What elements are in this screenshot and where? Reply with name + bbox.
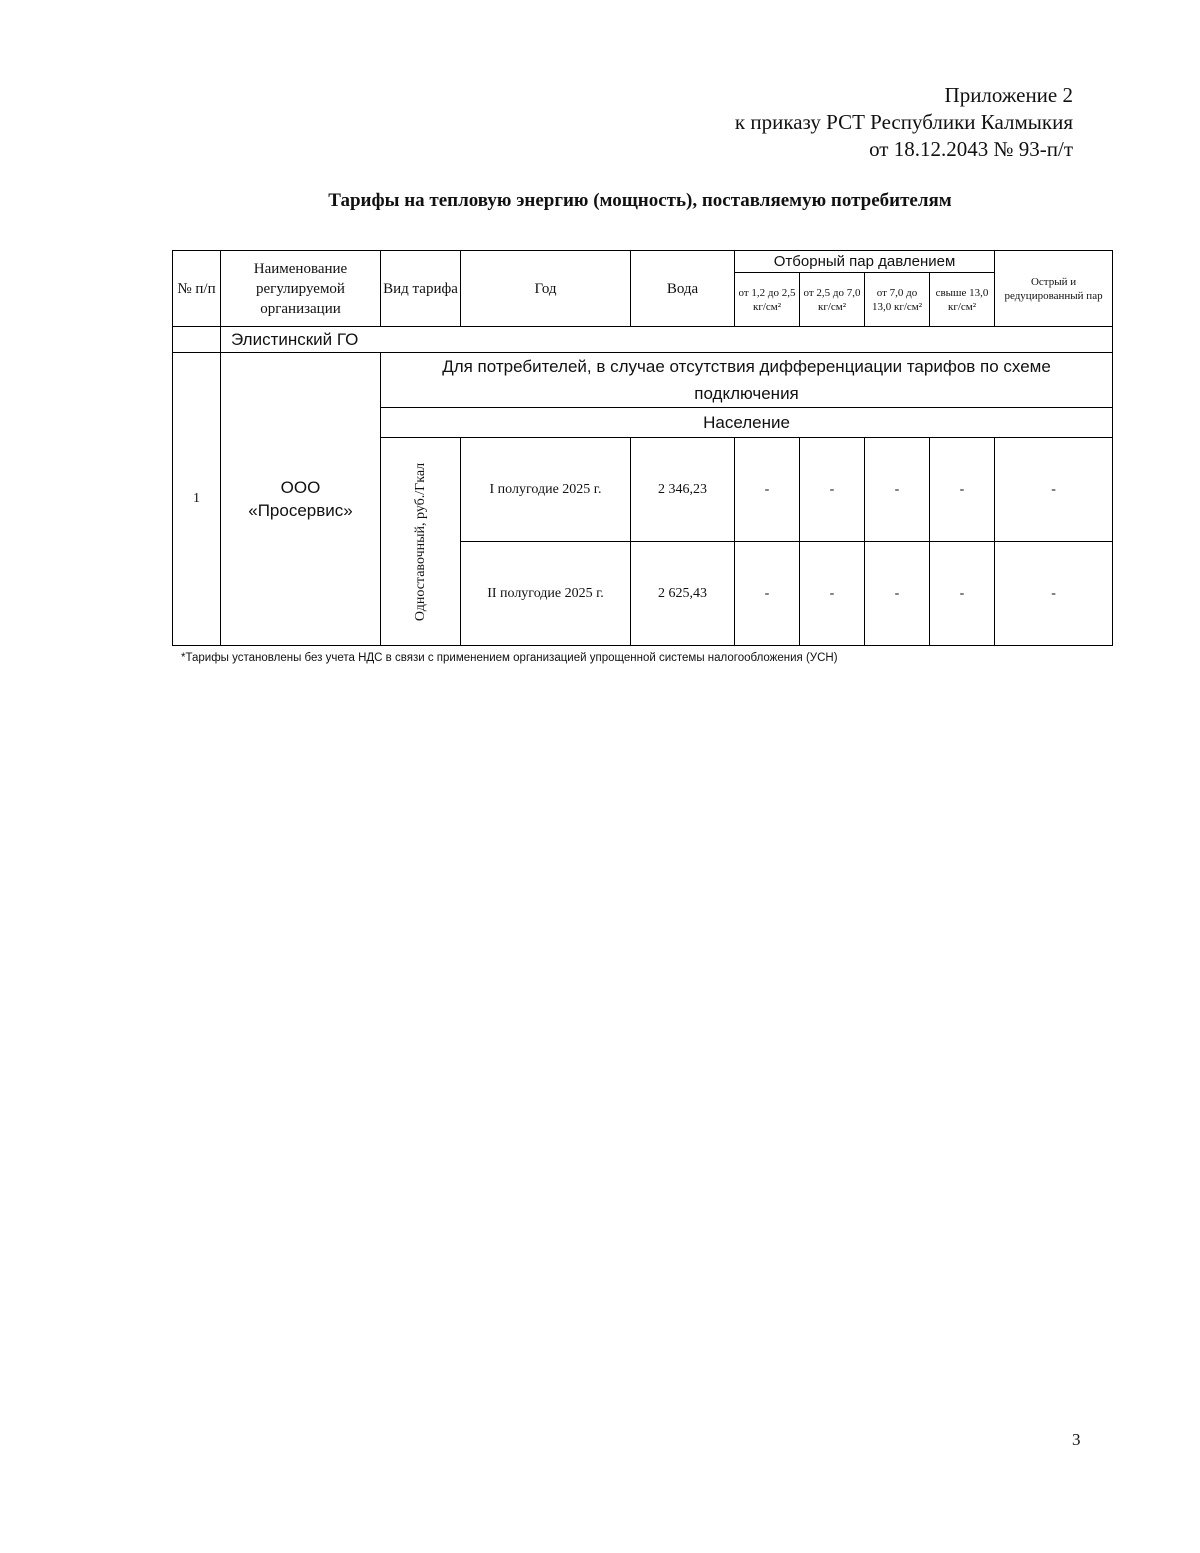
period-2-year: II полугодие 2025 г.	[461, 542, 631, 646]
header-year: Год	[461, 251, 631, 327]
period-1-steam-1: -	[735, 438, 800, 542]
header-steam-4: свыше 13,0 кг/см²	[930, 273, 995, 327]
period-1-steam-2: -	[800, 438, 865, 542]
period-2-steam-1: -	[735, 542, 800, 646]
appendix-date: от 18.12.2043 № 93-п/т	[869, 137, 1073, 161]
header-steam-group: Отборный пар давлением	[735, 251, 995, 273]
region-num-cell	[173, 327, 221, 353]
period-2-steam-4: -	[930, 542, 995, 646]
page-number: 3	[1072, 1430, 1081, 1449]
footnote: *Тарифы установлены без учета НДС в связи с применением организацией упрощенной системы налогообложения (УСН)	[181, 652, 838, 664]
header-tariff-type: Вид тарифа	[381, 251, 461, 327]
period-2-steam-2: -	[800, 542, 865, 646]
consumer-group: Для потребителей, в случае отсутствия дифференциации тарифов по схеме подключения	[381, 353, 1113, 408]
header-org: Наименование регулируемой организации	[221, 251, 381, 327]
tariff-type-cell	[381, 438, 461, 646]
population-label: Население	[381, 408, 1113, 438]
period-2-water: 2 625,43	[631, 542, 735, 646]
appendix-title: Приложение 2	[944, 83, 1073, 107]
appendix-header	[735, 82, 1073, 163]
period-1-sharp: -	[995, 438, 1113, 542]
appendix-order: к приказу РСТ Республики Калмыкия	[734, 110, 1073, 134]
tariffs-table	[172, 250, 1113, 646]
period-1-year: I полугодие 2025 г.	[461, 438, 631, 542]
header-sharp-steam: Острый и редуцированный пар	[995, 251, 1113, 327]
row-num: 1	[173, 353, 221, 646]
header-steam-3: от 7,0 до 13,0 кг/см²	[865, 273, 930, 327]
header-steam-1: от 1,2 до 2,5 кг/см²	[735, 273, 800, 327]
organization-name: ООО «Просервис»	[221, 353, 381, 646]
period-1-steam-3: -	[865, 438, 930, 542]
period-2-steam-3: -	[865, 542, 930, 646]
region-name: Элистинский ГО	[221, 327, 1113, 353]
tariff-type: Одноставочный, руб./Гкал	[412, 462, 428, 621]
header-steam-2: от 2,5 до 7,0 кг/см²	[800, 273, 865, 327]
header-water: Вода	[631, 251, 735, 327]
period-1-steam-4: -	[930, 438, 995, 542]
header-num: № п/п	[173, 251, 221, 327]
document-title: Тарифы на тепловую энергию (мощность), поставляемую потребителям	[328, 190, 952, 211]
period-1-water: 2 346,23	[631, 438, 735, 542]
period-2-sharp: -	[995, 542, 1113, 646]
